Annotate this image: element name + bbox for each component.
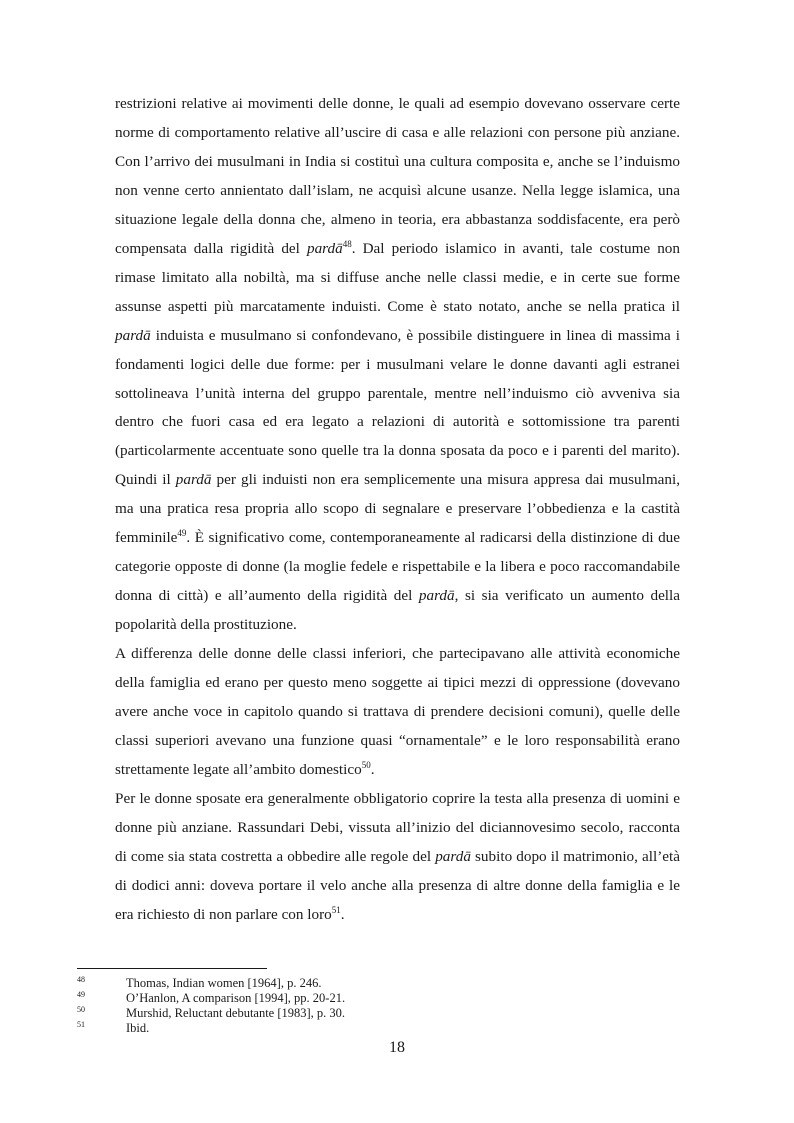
text-run: induista e musulmano si confondevano, è possibile distinguere in linea di massima i fondamenti logici delle due forme: per i musulmani velare le donne davanti agli estranei sottolineava l’unità interna del gruppo parentale, mentre nell’induismo ciò avveniva sia dentro che fuori casa ed era legato a relazioni di autorità e sottomissione tra parenti (particolarmente accentuate sono quelle tra la donna sposata da poco e i parenti del marito). Quindi il [115,326,680,489]
footnote [77,976,637,991]
text-run: A differenza delle donne delle classi inferiori, che partecipavano alle attività economiche della famiglia ed erano per questo meno soggette ai tipici mezzi di oppressione (dovevano avere anche voce in capitolo quando si trattava di prendere decisioni comuni), quelle delle classi superiori avevano una funzione quasi “ornamentale” e le loro responsabilità erano strettamente legate all’ambito domestico [115,645,680,778]
italic-term: pardā [175,471,212,489]
footnote [77,1021,637,1036]
footnote-ref: 51 [331,904,341,915]
text-run: , si sia verificato un aumento della popolarità della prostituzione. [115,587,680,634]
text-run: . È significativo come, contemporaneamente al radicarsi della distinzione di due categorie opposte di donne (la moglie fedele e rispettabile e la libera e poco raccomandabile donna di città) e all’aumento della rigidità del [115,529,680,605]
text-run: . [370,760,375,778]
footnote [77,1006,637,1021]
text-run: subito dopo il matrimonio, all’età di dodici anni: doveva portare il velo anche alla presenza di altre donne della famiglia e le era richiesto di non parlare con loro [115,847,680,923]
italic-term: pardā [306,239,343,257]
footnote-separator [77,968,267,969]
footnote-text: Ibid. [126,1021,150,1035]
footnotes [77,976,637,1036]
text-run: . [340,905,345,923]
paragraph [115,785,680,930]
footnote-ref: 48 [342,238,352,249]
footnote-text: Thomas, Indian women [1964], p. 246. [126,976,322,990]
footnote-ref: 50 [361,759,371,770]
footnote-text: O’Hanlon, A comparison [1994], pp. 20-21. [126,991,346,1005]
footnote [77,991,637,1006]
paragraph [115,90,680,640]
italic-term: pardā [418,587,455,605]
text-run: per gli induisti non era semplicemente una misura appresa dai musulmani, ma una pratica resa propria allo scopo di segnalare e preservare l’obbedienza e la castità femminile [115,471,680,547]
footnote-text: Murshid, Reluctant debutante [1983], p. 30. [126,1006,346,1020]
footnote-number: 49 [77,990,85,999]
paragraph [115,640,680,785]
text-run: Per le donne sposate era generalmente obbligatorio coprire la testa alla presenza di uomini e donne più anziane. Rassundari Debi, vissuta all’inizio del diciannovesimo secolo, racconta di come sia stata costretta a obbedire alle regole del [115,789,680,865]
footnote-number: 50 [77,1005,85,1014]
text-run: restrizioni relative ai movimenti delle donne, le quali ad esempio dovevano osservare certe norme di comportamento relative all’uscire di casa e alle relazioni con persone più anziane. Con l’arrivo dei musulmani in India si costituì una cultura composita e, anche se l’induismo non venne certo annientato dall’islam, ne acquisì alcune usanze. Nella legge islamica, una situazione legale della donna che, almeno in teoria, era abbastanza soddisfacente, era però compensata dalla rigidità del [115,95,680,257]
italic-term: pardā [435,847,471,865]
page-number: 18 [389,1039,405,1056]
footnote-number: 48 [77,975,85,984]
footnote-number: 51 [77,1020,85,1029]
footnote-ref: 49 [177,528,187,539]
body-text [115,90,680,930]
italic-term: pardā [115,326,151,344]
text-run: . Dal periodo islamico in avanti, tale costume non rimase limitato alla nobiltà, ma si diffuse anche nelle classi medie, e in certe sue forme assunse aspetti più marcatamente induisti. Come è stato notato, anche se nella pratica il [115,239,680,315]
